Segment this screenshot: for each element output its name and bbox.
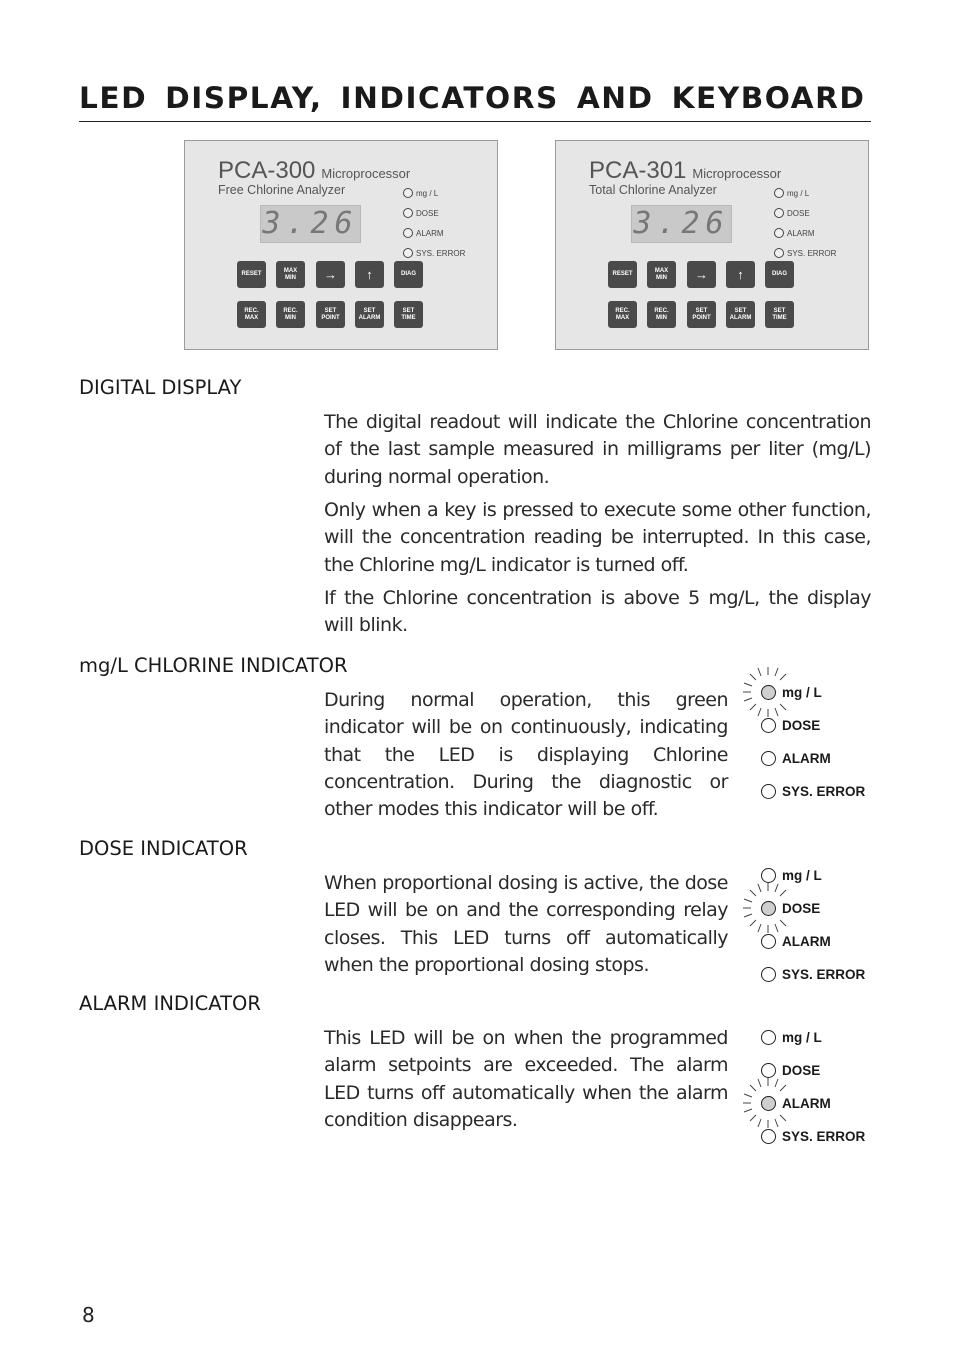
panel-indicator: DOSE: [403, 208, 439, 218]
led-off-icon: [761, 784, 776, 799]
up-arrow-key[interactable]: ↑: [355, 261, 384, 288]
page-number: 8: [82, 1303, 95, 1327]
panel-indicator: ALARM: [403, 228, 444, 238]
led-indicator: mg / L: [761, 868, 822, 883]
set-alarm-key[interactable]: SET ALARM: [355, 301, 384, 328]
led-indicator: ALARM: [761, 934, 831, 949]
panel-indicator: DOSE: [774, 208, 810, 218]
led-indicator: DOSE: [761, 718, 820, 733]
paragraph: If the Chlorine concentration is above 5 mg/L, the display will blink.: [324, 587, 871, 637]
diag-key[interactable]: DIAG: [765, 261, 794, 288]
led-indicator: SYS. ERROR: [761, 967, 865, 982]
set-alarm-key[interactable]: SET ALARM: [726, 301, 755, 328]
panel-indicator: mg / L: [403, 188, 438, 198]
panel-indicator: mg / L: [774, 188, 809, 198]
led-indicator: ALARM: [761, 751, 831, 766]
max-min-key[interactable]: MAX MIN: [276, 261, 305, 288]
reset-key[interactable]: RESET: [237, 261, 266, 288]
section-heading-mgl-indicator: mg/L CHLORINE INDICATOR: [79, 654, 348, 677]
panel-subtitle: Free Chlorine Analyzer: [218, 183, 346, 197]
analyzer-panel-pca301: [555, 140, 869, 350]
panel-model: PCA-300 Microprocessor: [218, 157, 411, 184]
paragraph: During normal operation, this green indicator will be on continuously, indicating that the LED is displaying Chlorine concentration. During the diagnostic or other modes this indicator will be off.: [324, 689, 728, 821]
rec-max-key[interactable]: REC. MAX: [608, 301, 637, 328]
rec-min-key[interactable]: REC. MIN: [647, 301, 676, 328]
panel-indicator: ALARM: [774, 228, 815, 238]
section-heading-alarm-indicator: ALARM INDICATOR: [79, 992, 261, 1015]
right-arrow-key[interactable]: →: [316, 261, 345, 288]
max-min-key[interactable]: MAX MIN: [647, 261, 676, 288]
panel-display: 3.26: [260, 205, 361, 243]
led-indicator: mg / L: [761, 1030, 822, 1045]
paragraph: This LED will be on when the programmed alarm setpoints are exceeded. The alarm LED turns off automatically when the alarm condition disappears.: [324, 1027, 728, 1131]
paragraph: When proportional dosing is active, the dose LED will be on and the corresponding relay closes. This LED turns off automatically when the proportional dosing stops.: [324, 872, 728, 976]
led-off-icon: [761, 718, 776, 733]
led-off-icon: [761, 934, 776, 949]
right-arrow-key[interactable]: →: [687, 261, 716, 288]
paragraph: The digital readout will indicate the Chlorine concentration of the last sample measured in milligrams per liter (mg/L) during normal operation.: [324, 411, 871, 488]
led-indicator: ALARM: [761, 1096, 831, 1111]
led-indicator: SYS. ERROR: [761, 1129, 865, 1144]
set-point-key[interactable]: SET POINT: [316, 301, 345, 328]
led-off-icon: [761, 1129, 776, 1144]
set-point-key[interactable]: SET POINT: [687, 301, 716, 328]
title-rule: [79, 121, 871, 122]
led-on-icon: [761, 685, 776, 700]
glow-rays-icon: [741, 1076, 795, 1130]
page-title: LED DISPLAY, INDICATORS AND KEYBOARD: [79, 81, 866, 115]
led-indicator: DOSE: [761, 901, 820, 916]
section-heading-digital-display: DIGITAL DISPLAY: [79, 376, 242, 399]
rec-min-key[interactable]: REC. MIN: [276, 301, 305, 328]
panel-model: PCA-301 Microprocessor: [589, 157, 782, 184]
panel-indicator: SYS. ERROR: [774, 248, 836, 258]
panel-display: 3.26: [631, 205, 732, 243]
paragraph: Only when a key is pressed to execute some other function, will the concentration reading be interrupted. In this case, the Chlorine mg/L indicator is turned off.: [324, 499, 871, 576]
led-indicator: mg / L: [761, 685, 822, 700]
glow-rays-icon: [741, 881, 795, 935]
led-off-icon: [761, 751, 776, 766]
rec-max-key[interactable]: REC. MAX: [237, 301, 266, 328]
panel-indicator: SYS. ERROR: [403, 248, 465, 258]
led-indicator: SYS. ERROR: [761, 784, 865, 799]
led-indicator: DOSE: [761, 1063, 820, 1078]
section-heading-dose-indicator: DOSE INDICATOR: [79, 837, 248, 860]
up-arrow-key[interactable]: ↑: [726, 261, 755, 288]
led-off-icon: [761, 1030, 776, 1045]
set-time-key[interactable]: SET TIME: [394, 301, 423, 328]
diag-key[interactable]: DIAG: [394, 261, 423, 288]
panel-subtitle: Total Chlorine Analyzer: [589, 183, 717, 197]
set-time-key[interactable]: SET TIME: [765, 301, 794, 328]
analyzer-panel-pca300: [184, 140, 498, 350]
led-off-icon: [761, 967, 776, 982]
reset-key[interactable]: RESET: [608, 261, 637, 288]
